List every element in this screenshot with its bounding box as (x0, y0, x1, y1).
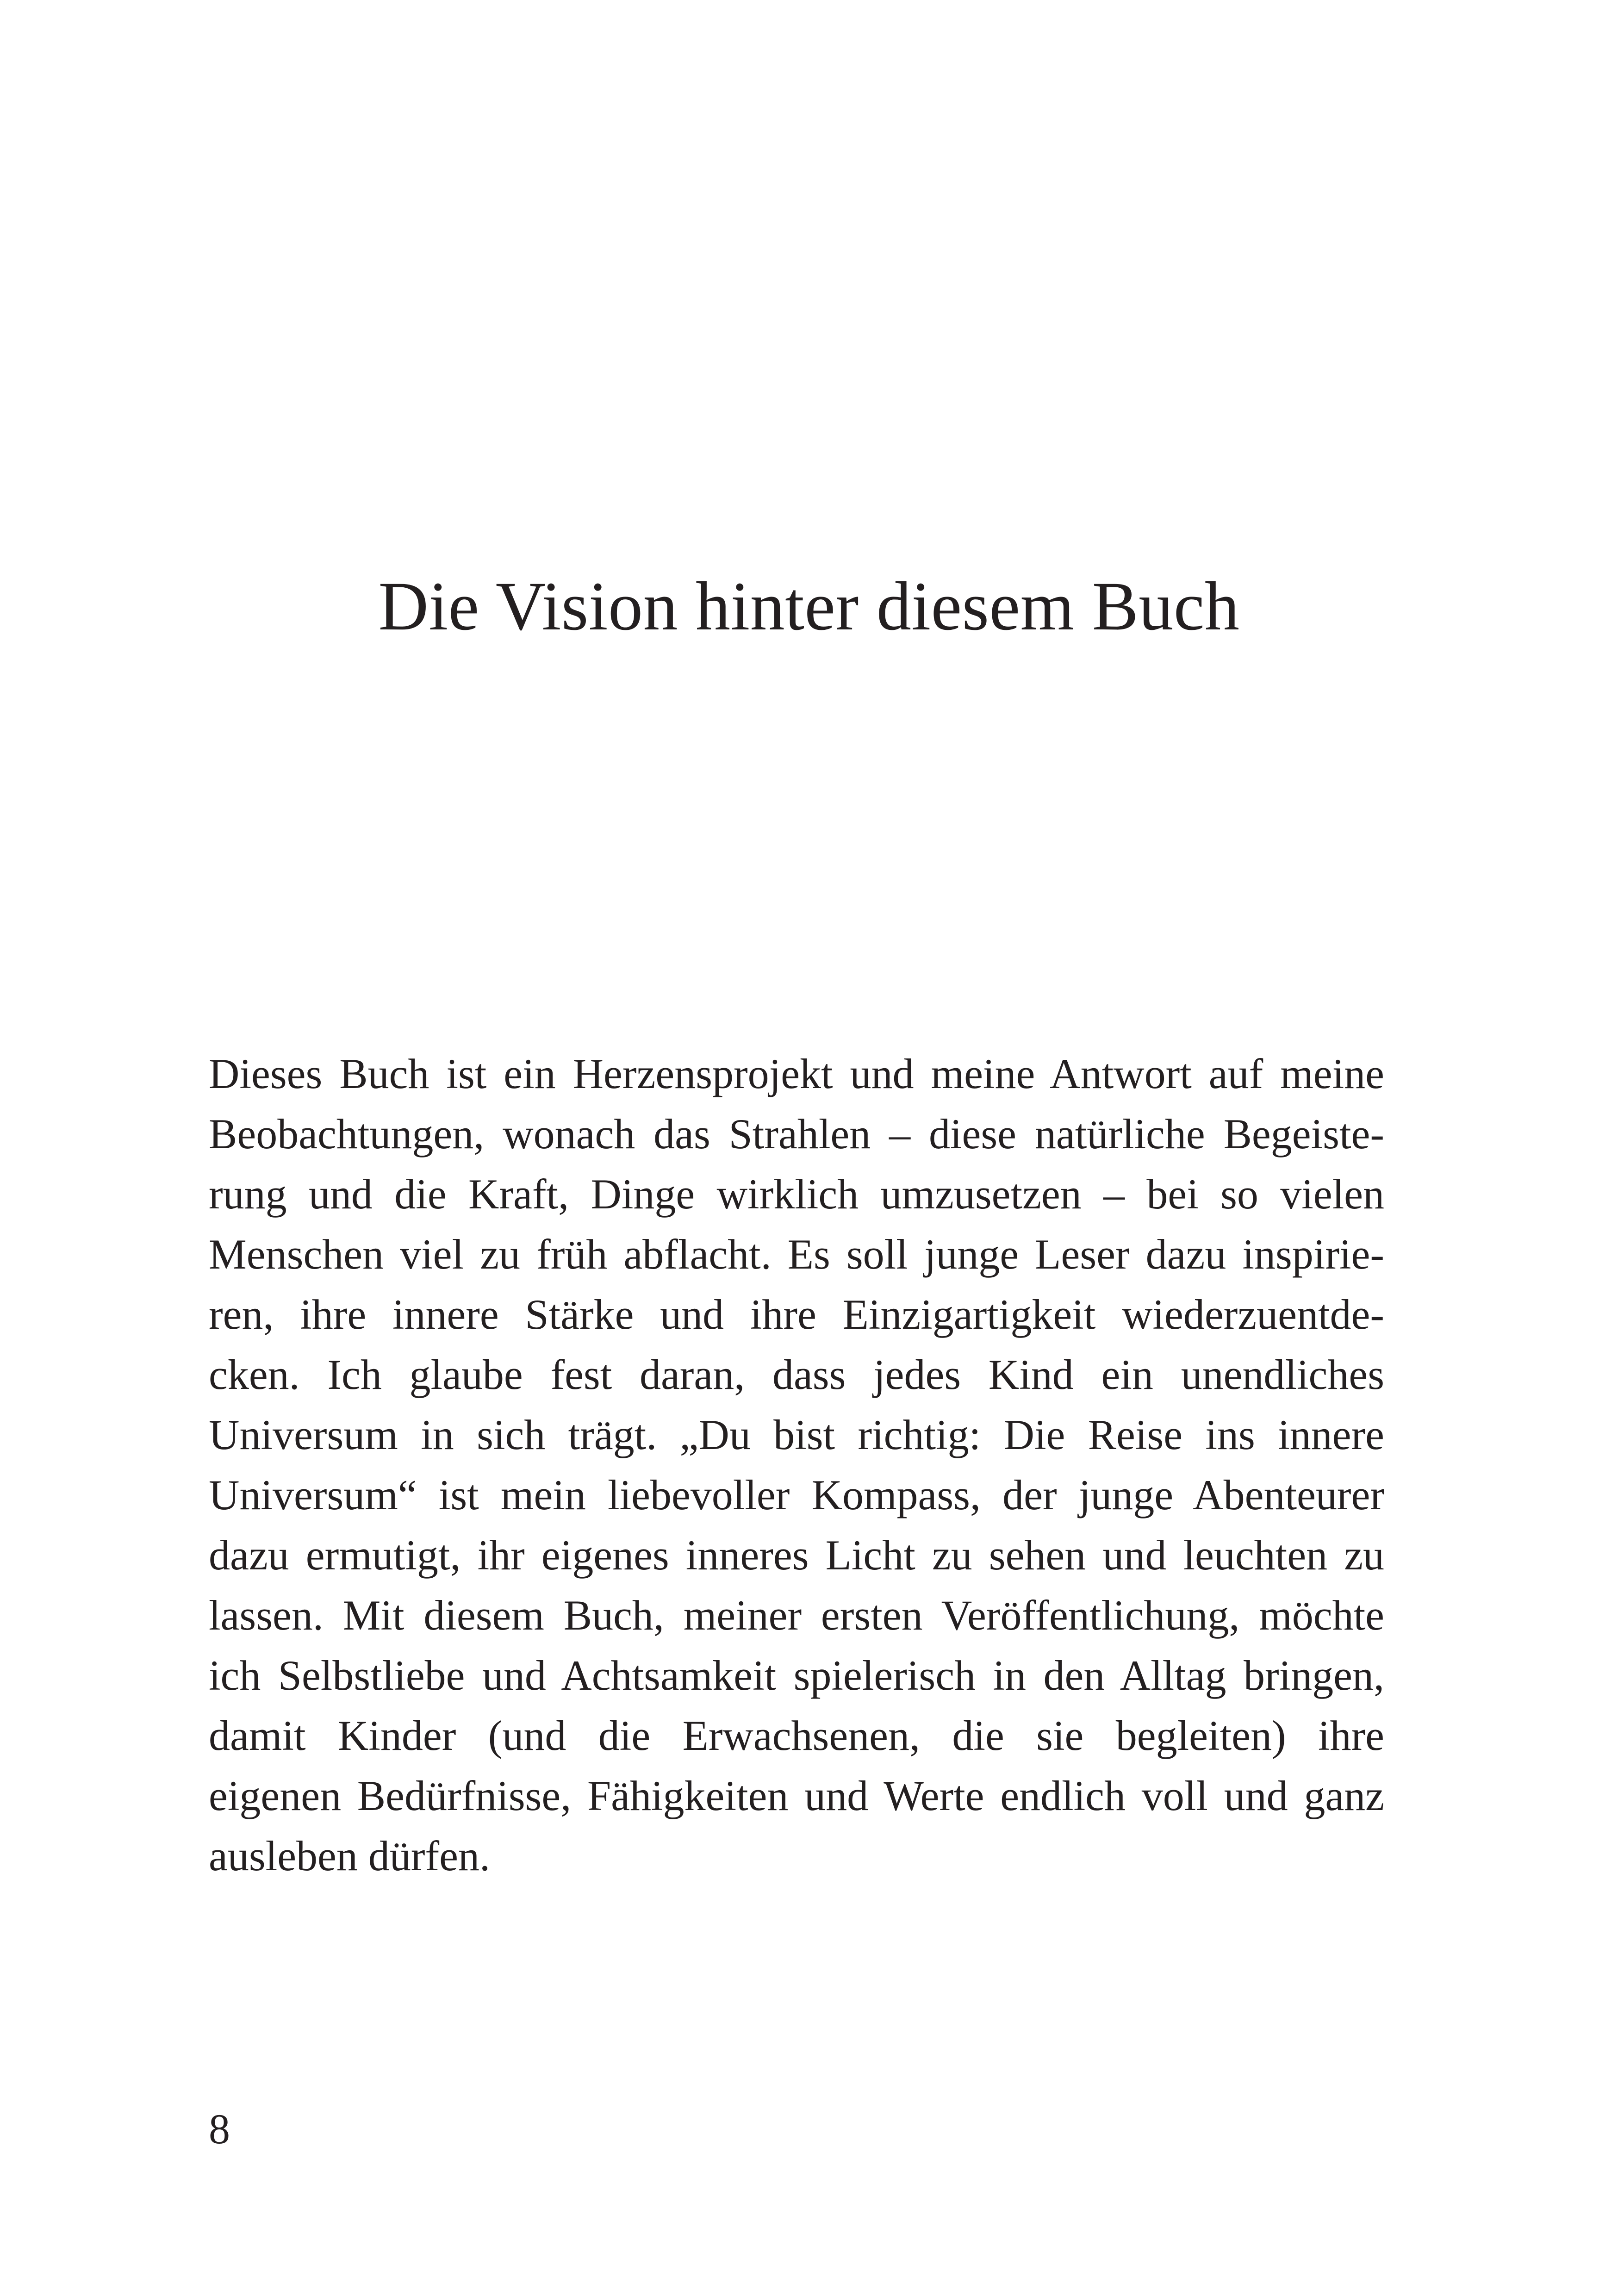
chapter-title: Die Vision hinter diesem Buch (378, 568, 1240, 645)
body-line: Dieses Buch ist ein Herzensprojekt und meine Antwort auf meine (209, 1050, 1384, 1097)
body-line: eigenen Bedürfnisse, Fähigkeiten und Werte endlich voll und ganz (209, 1772, 1384, 1819)
body-paragraph (209, 1044, 1384, 1886)
body-line: Universum“ ist mein liebevoller Kompass, der junge Abenteurer (209, 1471, 1384, 1518)
body-line: Beobachtungen, wonach das Strahlen – diese natürliche Begeiste- (209, 1110, 1384, 1157)
body-line: ausleben dürfen. (209, 1832, 490, 1879)
body-line: lassen. Mit diesem Buch, meiner ersten Veröffentlichung, möchte (209, 1592, 1384, 1639)
body-line: Universum in sich trägt. „Du bist richtig: Die Reise ins innere (209, 1411, 1384, 1458)
body-line: ich Selbstliebe und Achtsamkeit spielerisch in den Alltag bringen, (209, 1652, 1384, 1699)
body-line: dazu ermutigt, ihr eigenes inneres Licht zu sehen und leuchten zu (209, 1531, 1384, 1579)
page-number: 8 (209, 2105, 230, 2153)
body-line: rung und die Kraft, Dinge wirklich umzusetzen – bei so vielen (209, 1170, 1384, 1218)
body-line: ren, ihre innere Stärke und ihre Einzigartigkeit wiederzuentde- (209, 1291, 1384, 1338)
body-line: Menschen viel zu früh abflacht. Es soll junge Leser dazu inspirie- (209, 1231, 1384, 1278)
body-line: cken. Ich glaube fest daran, dass jedes Kind ein unendliches (209, 1351, 1384, 1398)
body-line: damit Kinder (und die Erwachsenen, die sie begleiten) ihre (209, 1712, 1384, 1759)
